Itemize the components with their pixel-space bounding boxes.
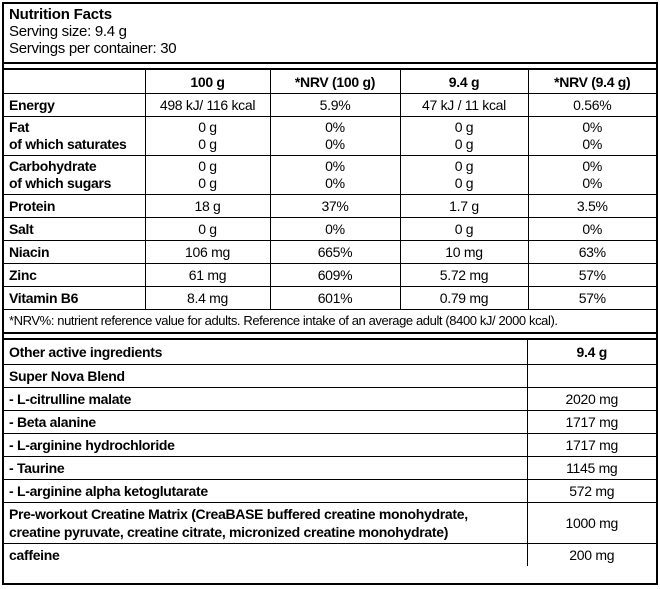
table-row [4, 365, 656, 388]
table-row [4, 94, 656, 117]
table-row [4, 287, 656, 310]
active-ingredients-header: Other active ingredients [4, 340, 527, 365]
amount-header: 9.4 g [527, 340, 656, 365]
nutrient-label: Vitamin B6 [4, 287, 145, 310]
ingredient-name: - Beta alanine [4, 411, 527, 434]
table-row [4, 411, 656, 434]
table-row [4, 457, 656, 480]
nutrient-label-main: Fat [9, 119, 30, 135]
table-row [4, 156, 656, 195]
ingredient-name: - Taurine [4, 457, 527, 480]
nutrient-value: 57% [528, 264, 656, 287]
nutrition-label [2, 2, 658, 585]
nutrient-value: 10 mg [400, 241, 528, 264]
nutrient-value: 3.5% [528, 195, 656, 218]
table-row [4, 503, 656, 544]
table-row [4, 480, 656, 503]
serving-size: Serving size: 9.4 g [9, 23, 127, 40]
nrv-footnote: *NRV%: nutrient reference value for adults. Reference intake of an average adult (8400 kJ/ 2000 kcal). [9, 313, 558, 328]
ingredient-amount: 1717 mg [527, 434, 656, 457]
nutrient-value: 0% [270, 218, 400, 241]
column-header: *NRV (100 g) [270, 70, 400, 94]
nutrient-value: 0% 0% [528, 156, 656, 195]
nutrient-value: 8.4 mg [145, 287, 270, 310]
label-header [4, 4, 656, 62]
servings-per-container: Servings per container: 30 [9, 40, 177, 57]
nutrient-value: 665% [270, 241, 400, 264]
nutrient-label: Niacin [4, 241, 145, 264]
nutrient-value: 0% 0% [270, 156, 400, 195]
ingredient-amount: 572 mg [527, 480, 656, 503]
ingredient-name: caffeine [4, 544, 527, 567]
nutrient-value: 37% [270, 195, 400, 218]
table-row [4, 544, 656, 567]
nutrient-value: 0 g 0 g [145, 156, 270, 195]
table-row [4, 241, 656, 264]
nutrient-value: 5.9% [270, 94, 400, 117]
active-ingredients-table [4, 340, 656, 566]
ingredient-amount: 1717 mg [527, 411, 656, 434]
column-header [4, 70, 145, 94]
nutrient-value: 0% 0% [528, 117, 656, 156]
nutrient-value: 47 kJ / 11 kcal [400, 94, 528, 117]
nutrient-value: 61 mg [145, 264, 270, 287]
column-header: 9.4 g [400, 70, 528, 94]
nutrient-value: 57% [528, 287, 656, 310]
nutrient-value: 63% [528, 241, 656, 264]
nutrient-label-sub: of which saturates [9, 136, 127, 152]
nutrient-label-main: Carbohydrate [9, 158, 97, 174]
nutrient-label-sub: of which sugars [9, 175, 112, 191]
table-row [4, 195, 656, 218]
ingredient-amount: 2020 mg [527, 388, 656, 411]
ingredient-name: - L-arginine alpha ketoglutarate [4, 480, 527, 503]
ingredient-amount: 200 mg [527, 544, 656, 567]
table-row [4, 434, 656, 457]
nutrient-label [4, 156, 145, 195]
nutrient-value: 0 g 0 g [145, 117, 270, 156]
nutrient-value: 0 g [400, 218, 528, 241]
nutrient-value: 18 g [145, 195, 270, 218]
nutrient-label: Energy [4, 94, 145, 117]
nutrient-value: 106 mg [145, 241, 270, 264]
nutrient-value: 0.79 mg [400, 287, 528, 310]
nutrient-value: 0% 0% [270, 117, 400, 156]
nutrient-value: 601% [270, 287, 400, 310]
ingredient-name: Super Nova Blend [4, 365, 527, 388]
table-header-row [4, 70, 656, 94]
nutrient-label: Protein [4, 195, 145, 218]
nutrient-value: 0 g [145, 218, 270, 241]
label-title: Nutrition Facts [9, 6, 112, 23]
table-row [4, 117, 656, 156]
nutrient-value: 5.72 mg [400, 264, 528, 287]
ingredient-name: - L-arginine hydrochloride [4, 434, 527, 457]
ingredient-amount: 1000 mg [527, 503, 656, 544]
column-header: 100 g [145, 70, 270, 94]
nutrient-value: 609% [270, 264, 400, 287]
nutrient-label: Salt [4, 218, 145, 241]
nutrient-value: 498 kJ/ 116 kcal [145, 94, 270, 117]
nutrient-value: 0.56% [528, 94, 656, 117]
ingredient-name: - L-citrulline malate [4, 388, 527, 411]
nutrient-value: 0 g 0 g [400, 117, 528, 156]
ingredient-name: Pre-workout Creatine Matrix (CreaBASE buffered creatine monohydrate, creatine pyruvate, creatine citrate, micronized creatine monohydrate) [4, 503, 527, 544]
nutrient-label: Zinc [4, 264, 145, 287]
nutrient-value: 0% [528, 218, 656, 241]
nutrient-value: 1.7 g [400, 195, 528, 218]
table-row [4, 264, 656, 287]
ingredient-amount: 1145 mg [527, 457, 656, 480]
table-row [4, 218, 656, 241]
nutrient-label [4, 117, 145, 156]
nutrition-table [4, 70, 656, 310]
table-row [4, 388, 656, 411]
table-header-row [4, 340, 656, 365]
nutrient-value: 0 g 0 g [400, 156, 528, 195]
column-header: *NRV (9.4 g) [528, 70, 656, 94]
ingredient-amount [527, 365, 656, 388]
